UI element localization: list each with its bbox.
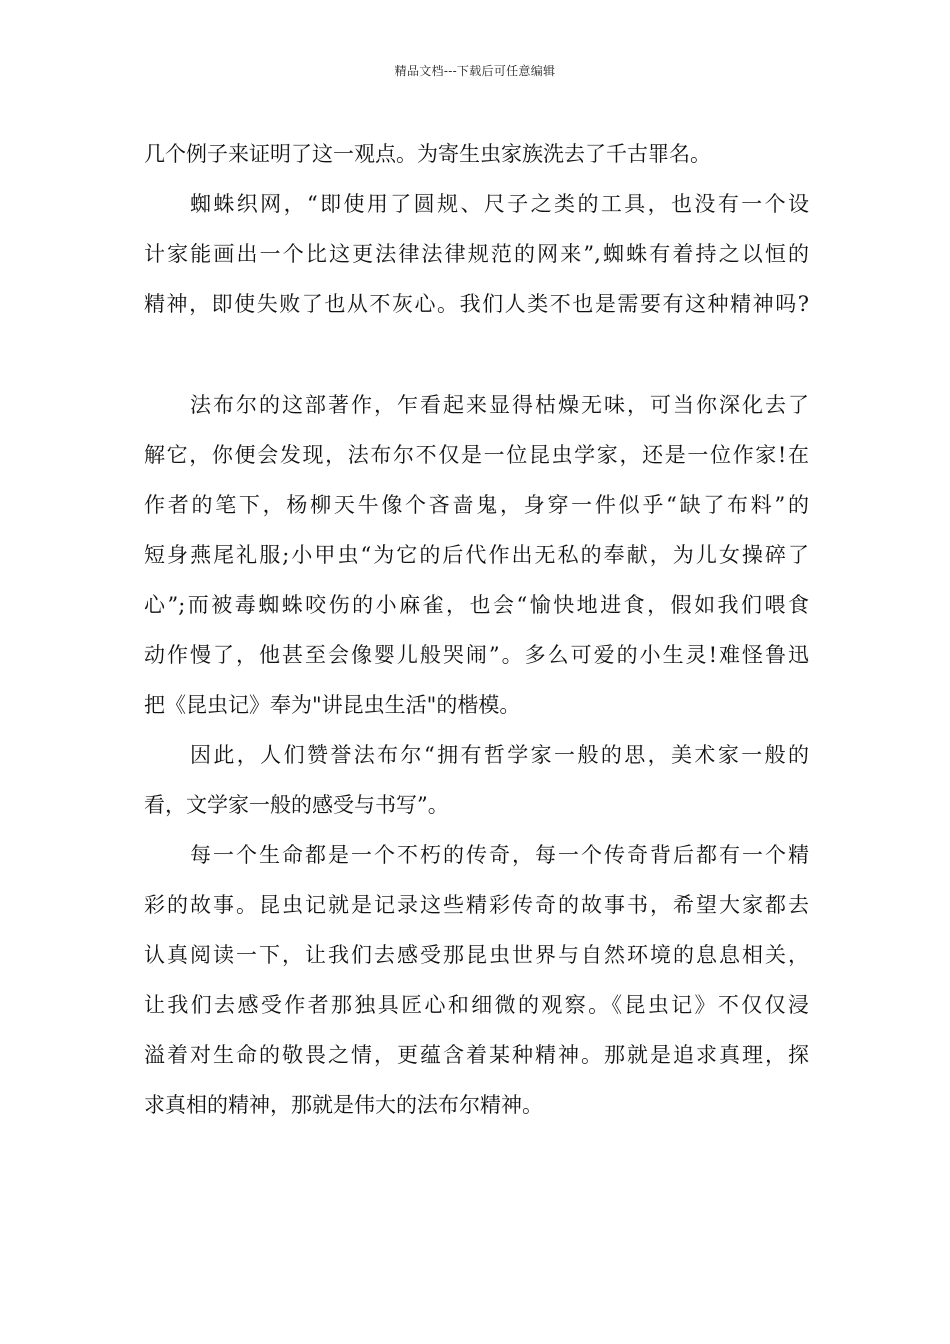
text-line: 彩的故事。昆虫记就是记录这些精彩传奇的故事书，希望大家都去 [144, 893, 809, 917]
text-line: 把《昆虫记》奉为"讲昆虫生活"的楷模。 [144, 693, 521, 717]
page-header: 精品文档---下载后可任意编辑 [394, 64, 556, 78]
text-line: 作者的笔下，杨柳天牛像个吝啬鬼，身穿一件似乎“缺了布料”的 [144, 493, 809, 517]
text-line: 看，文学家一般的感受与书写”。 [144, 793, 449, 817]
text-line: 几个例子来证明了这一观点。为寄生虫家族洗去了千古罪名。 [144, 142, 711, 166]
text-line: 认真阅读一下，让我们去感受那昆虫世界与自然环境的息息相关， [144, 943, 809, 967]
text-line: 求真相的精神，那就是伟大的法布尔精神。 [144, 1093, 543, 1117]
text-line: 解它，你便会发现，法布尔不仅是一位昆虫学家，还是一位作家!在 [144, 443, 809, 467]
text-line: 精神，即使失败了也从不灰心。我们人类不也是需要有这种精神吗? [144, 292, 809, 316]
text-line: 因此，人们赞誉法布尔“拥有哲学家一般的思，美术家一般的 [190, 743, 809, 767]
text-line: 法布尔的这部著作，乍看起来显得枯燥无味，可当你深化去了 [190, 393, 809, 417]
text-line: 心”;而被毒蜘蛛咬伤的小麻雀，也会“愉快地进食，假如我们喂食 [144, 593, 809, 617]
paragraph-gap [144, 338, 809, 389]
text-line: 让我们去感受作者那独具匠心和细微的观察。《昆虫记》不仅仅浸 [144, 993, 809, 1017]
text-line: 每一个生命都是一个不朽的传奇，每一个传奇背后都有一个精 [190, 843, 809, 867]
text-line: 短身燕尾礼服;小甲虫“为它的后代作出无私的奉献，为儿女操碎了 [144, 543, 809, 567]
text-line: 蜘蛛织网，“即使用了圆规、尺子之类的工具，也没有一个设 [190, 192, 809, 216]
text-line: 溢着对生命的敬畏之情，更蕴含着某种精神。那就是追求真理，探 [144, 1043, 809, 1067]
text-line: 动作慢了，他甚至会像婴儿般哭闹”。多么可爱的小生灵!难怪鲁迅 [144, 643, 809, 667]
document-body [144, 138, 809, 1139]
text-line: 计家能画出一个比这更法律法律规范的网来”,蜘蛛有着持之以恒的 [144, 242, 809, 266]
